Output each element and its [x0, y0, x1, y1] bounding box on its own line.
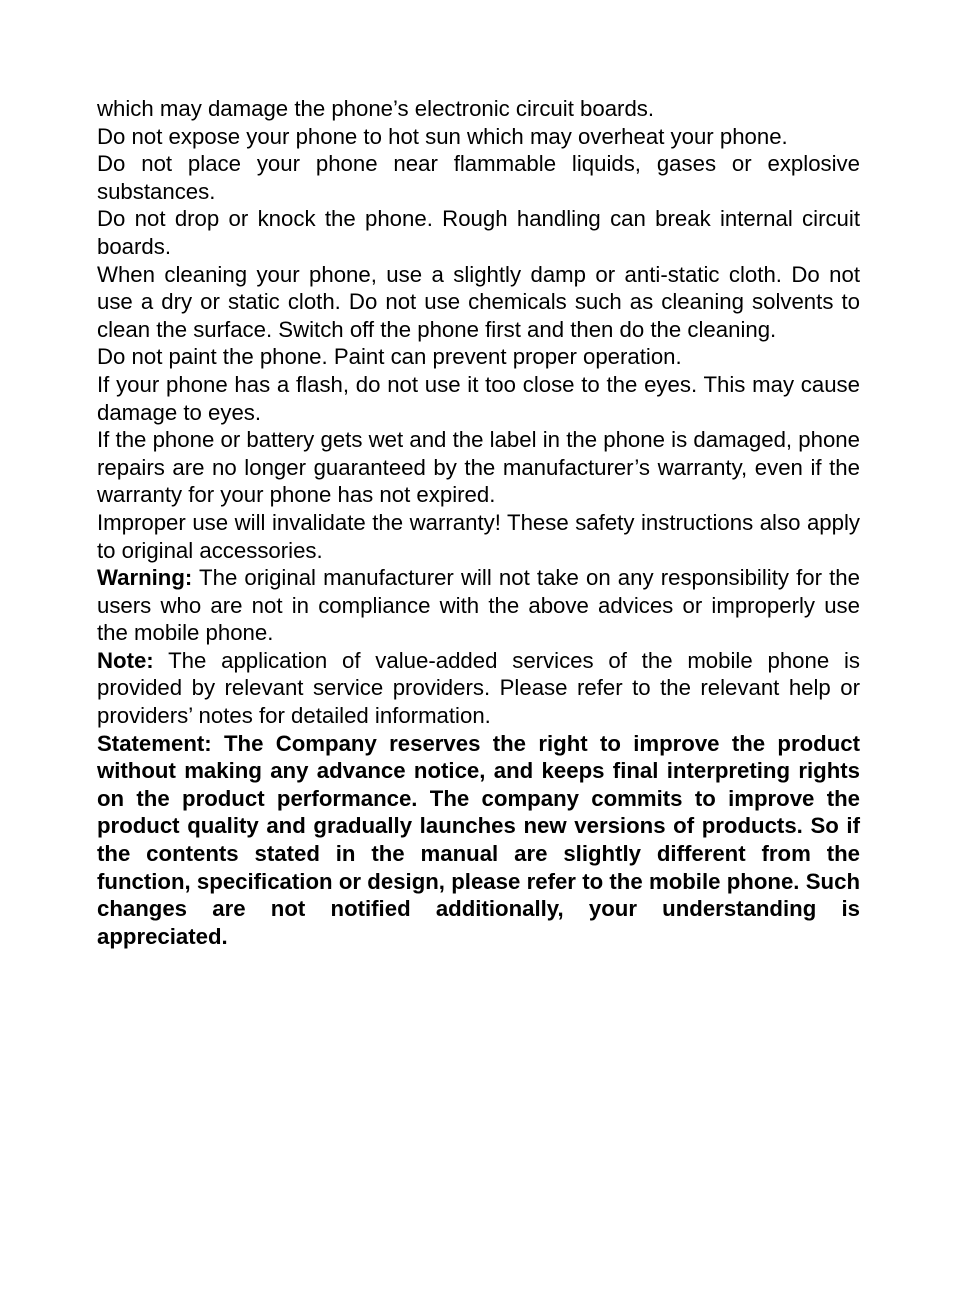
document-body: [97, 95, 860, 950]
warning-label: Warning:: [97, 565, 193, 591]
paragraph-hot-sun: Do not expose your phone to hot sun which may overheat your phone.: [97, 123, 788, 149]
paragraph-flash: If your phone has a flash, do not use it too close to the eyes. This may cause damage to eyes.: [97, 371, 860, 425]
warning-text: The original manufacturer will not take on any responsibility for the users who are not in compliance with the above advices or improperly use the mobile phone.: [97, 565, 860, 646]
note-text: The application of value-added services of the mobile phone is provided by relevant service providers. Please refer to the relevant help or providers’ notes for detailed information.: [97, 647, 860, 729]
paragraph-warranty: Improper use will invalidate the warranty! These safety instructions also apply to original accessories.: [97, 509, 860, 563]
paragraph-drop-knock: Do not drop or knock the phone. Rough handling can break internal circuit boards.: [97, 206, 860, 259]
warning-paragraph: [97, 564, 860, 647]
paragraph-flammable: Do not place your phone near flammable liquids, gases or explosive substances.: [97, 151, 860, 204]
note-paragraph: [97, 647, 860, 730]
paragraph-paint: Do not paint the phone. Paint can prevent proper operation.: [97, 344, 682, 370]
paragraph-circuit-boards: which may damage the phone’s electronic circuit boards.: [97, 96, 655, 121]
statement-paragraph: Statement: The Company reserves the right to improve the product without making any advance notice, and keeps final interpreting rights on the product performance. The company commits to improve the product quality and gradually launches new versions of products. So if the contents stated in the manual are slightly different from the function, specification or design, please refer to the mobile phone. Such changes are not notified additionally, your understanding is appreciated.: [97, 730, 860, 949]
note-label: Note:: [97, 647, 154, 673]
paragraph-cleaning: When cleaning your phone, use a slightly damp or anti-static cloth. Do not use a dry or static cloth. Do not use chemicals such as cleaning solvents to clean the surface. Switch off the phone first and then do the cleaning.: [97, 261, 860, 342]
paragraph-wet-battery: If the phone or battery gets wet and the label in the phone is damaged, phone repairs are no longer guaranteed by the manufacturer’s warranty, even if the warranty for your phone has not expired.: [97, 427, 860, 508]
